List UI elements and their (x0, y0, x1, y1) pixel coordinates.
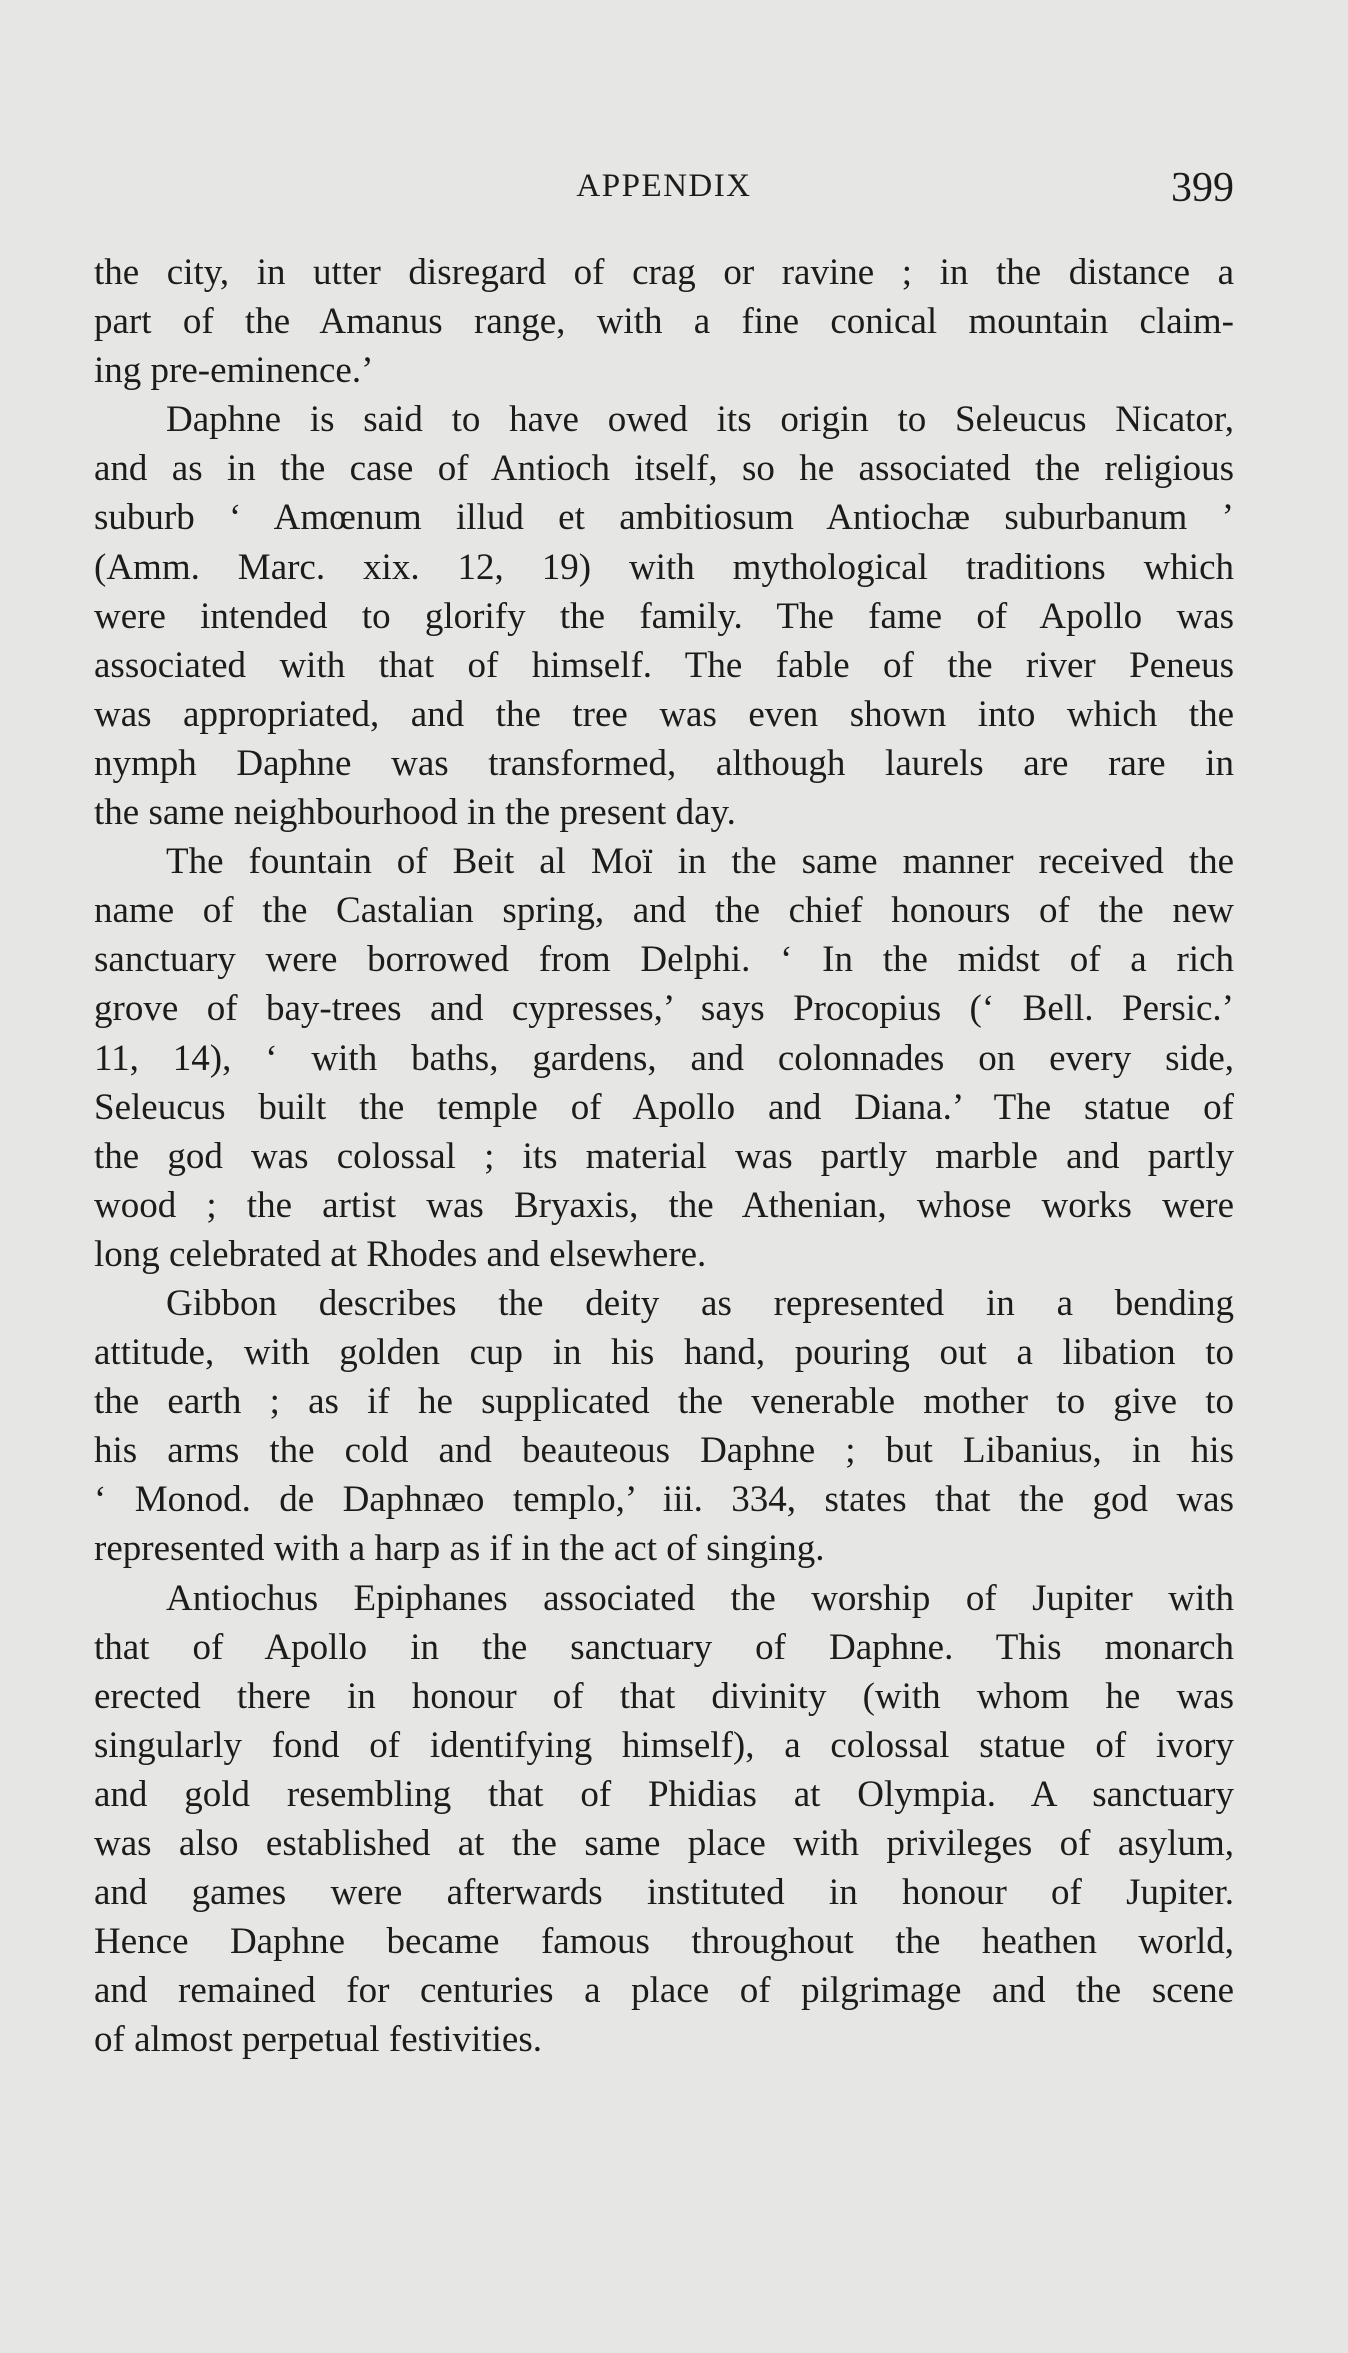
text-line: were intended to glorify the family. The fame of Apollo was (94, 595, 1234, 637)
text-line: ‘ Monod. de Daphnæo templo,’ iii. 334, states that the god was (94, 1479, 1234, 1521)
text-line: was also established at the same place with privileges of asylum, (94, 1823, 1234, 1864)
text-line: and games were afterwards instituted in honour of Jupiter. (94, 1872, 1234, 1914)
text-line: ing pre-eminence.’ (94, 350, 374, 392)
text-line: the city, in utter disregard of crag or ravine ; in the distance a (94, 252, 1234, 293)
body-text (94, 248, 1234, 2064)
text-line: nymph Daphne was transformed, although laurels are rare in (94, 742, 1234, 784)
text-line: attitude, with golden cup in his hand, pouring out a libation to (94, 1332, 1234, 1374)
text-line: singularly fond of identifying himself), a colossal statue of ivory (94, 1724, 1234, 1766)
text-line: The fountain of Beit al Moï in the same manner received the (166, 841, 1234, 883)
text-line: Daphne is said to have owed its origin to Seleucus Nicator, (166, 399, 1234, 441)
text-line: the same neighbourhood in the present day. (94, 792, 736, 834)
page-header (94, 165, 1234, 224)
text-line: was appropriated, and the tree was even shown into which the (94, 693, 1234, 735)
text-line: the earth ; as if he supplicated the venerable mother to give to (94, 1381, 1234, 1423)
text-line: erected there in honour of that divinity (with whom he was (94, 1675, 1234, 1717)
page-number: 399 (1171, 165, 1234, 211)
text-line: Seleucus built the temple of Apollo and Diana.’ The statue of (94, 1086, 1234, 1128)
paragraph-daphne-origin (94, 395, 1234, 837)
text-line: Antiochus Epiphanes associated the worship of Jupiter with (166, 1577, 1234, 1619)
paragraph-continued (94, 248, 1234, 395)
text-line: associated with that of himself. The fable of the river Peneus (94, 644, 1234, 686)
text-line: wood ; the artist was Bryaxis, the Athenian, whose works were (94, 1184, 1234, 1226)
paragraph-antiochus (94, 1574, 1234, 2065)
text-line: Gibbon describes the deity as represented in a bending (166, 1282, 1234, 1324)
text-line: Hence Daphne became famous throughout the heathen world, (94, 1921, 1234, 1963)
text-line: grove of bay-trees and cypresses,’ says Procopius (‘ Bell. Persic.’ (94, 988, 1234, 1030)
text-line: part of the Amanus range, with a fine conical mountain claim- (94, 301, 1234, 343)
text-line: represented with a harp as if in the act of singing. (94, 1528, 825, 1570)
text-line: and as in the case of Antioch itself, so he associated the religious (94, 448, 1234, 490)
text-line: sanctuary were borrowed from Delphi. ‘ In the midst of a rich (94, 939, 1234, 981)
paragraph-fountain (94, 837, 1234, 1279)
text-line: suburb ‘ Amœnum illud et ambitiosum Antiochæ suburbanum ’ (94, 497, 1234, 539)
text-line: and remained for centuries a place of pilgrimage and the scene (94, 1970, 1234, 2012)
text-line: name of the Castalian spring, and the chief honours of the new (94, 890, 1234, 932)
text-line: his arms the cold and beauteous Daphne ; but Libanius, in his (94, 1430, 1234, 1472)
paragraph-gibbon (94, 1279, 1234, 1574)
text-line: (Amm. Marc. xix. 12, 19) with mythological traditions which (94, 546, 1234, 588)
text-line: of almost perpetual festivities. (94, 2019, 542, 2061)
text-line: long celebrated at Rhodes and elsewhere. (94, 1233, 707, 1275)
running-head: APPENDIX (576, 168, 752, 204)
text-line: the god was colossal ; its material was partly marble and partly (94, 1135, 1234, 1177)
text-line: that of Apollo in the sanctuary of Daphne. This monarch (94, 1626, 1234, 1668)
text-line: and gold resembling that of Phidias at Olympia. A sanctuary (94, 1773, 1234, 1815)
text-line: 11, 14), ‘ with baths, gardens, and colonnades on every side, (94, 1037, 1234, 1079)
